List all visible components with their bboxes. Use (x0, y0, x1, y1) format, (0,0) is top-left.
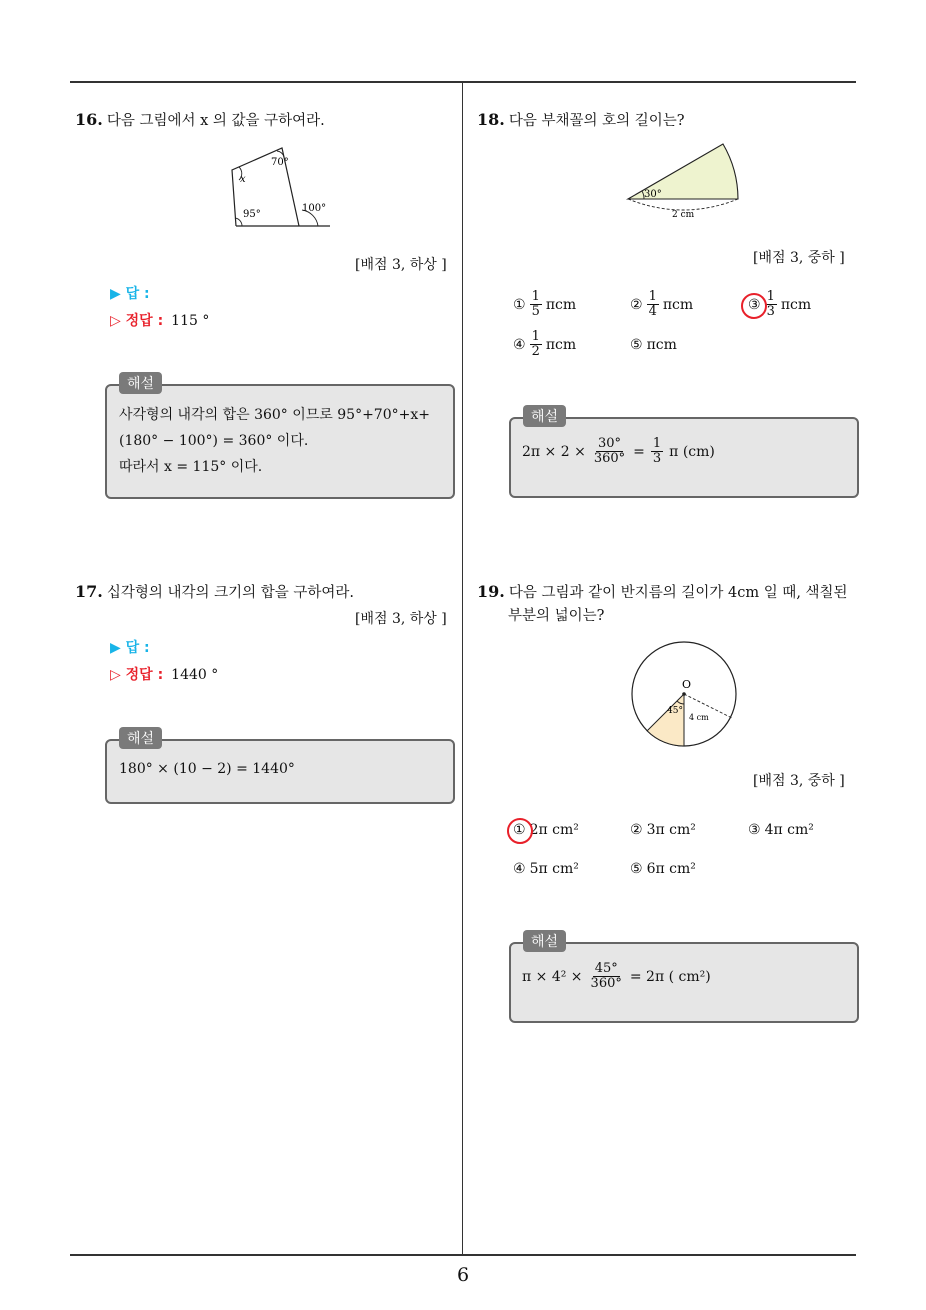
q16-correct-label: ▷ 정답 : (110, 313, 164, 329)
q18-sol-fraction (592, 437, 627, 466)
q16-answer-line[interactable] (110, 283, 150, 303)
frac-den: 5 (531, 304, 540, 319)
q19-choice-value: 5π cm² (529, 861, 579, 877)
q17-answer-line[interactable] (110, 637, 150, 657)
q18-selected-circle (741, 293, 767, 319)
frac-num: 1 (531, 329, 540, 344)
frac-den: 360° (593, 451, 626, 466)
q19-sol-fraction (589, 962, 624, 991)
q17-correct-label: ▷ 정답 : (110, 667, 164, 683)
q18-choice-unit: πcm (545, 296, 577, 313)
q19-choice-value: 4π cm² (764, 822, 814, 838)
q18-score-meta: [배점 3, 중하 ] (753, 250, 845, 266)
q17-correct-line (110, 664, 218, 684)
q18-choice-unit: πcm (662, 296, 694, 313)
q19-sol-pre: π × 4² × (522, 968, 583, 985)
q17-title (75, 580, 354, 605)
q17-number: 17. (75, 582, 103, 601)
q16-text: 다음 그림에서 x 의 값을 구하여라. (106, 113, 325, 129)
q19-selected-circle (507, 818, 533, 844)
frac-den: 360° (590, 976, 622, 991)
q17-score-meta: [배점 3, 하상 ] (355, 611, 447, 627)
q19-choice-2[interactable] (630, 822, 696, 838)
q18-solution-body (522, 437, 715, 466)
q18-radius-label: 2 cm (672, 210, 695, 220)
q18-sol-fraction-2 (651, 437, 663, 466)
q18-choice-unit: πcm (646, 337, 677, 353)
q16-solution-line: (180° − 100°) = 360° 이다. (119, 433, 309, 449)
q18-number: 18. (477, 110, 505, 129)
column-divider (462, 83, 463, 1254)
q18-choice-unit: πcm (780, 296, 812, 313)
q18-choice-5[interactable] (630, 337, 677, 353)
q18-sol-post: π (cm) (669, 443, 715, 460)
q17-text: 십각형의 내각의 크기의 합을 구하여라. (106, 585, 354, 601)
q16-correct-value: 115 ° (171, 313, 210, 329)
q19-choice-mark: ② (630, 822, 643, 838)
q16-label-100: 100° (302, 203, 327, 214)
frac-den: 2 (531, 344, 540, 359)
q16-solution-line: 사각형의 내각의 합은 360° 이므로 95°+70°+x+ (119, 407, 430, 423)
page-number: 6 (456, 1264, 470, 1286)
frac-num: 45° (594, 961, 618, 976)
q19-choice-value: 2π cm² (529, 822, 579, 838)
q17-solution-line: 180° × (10 − 2) = 1440° (119, 761, 295, 777)
q19-circle-figure (628, 638, 740, 750)
q16-label-x: x (240, 174, 246, 185)
q18-choice-1[interactable] (513, 290, 576, 319)
q18-sector-figure (620, 135, 750, 220)
q18-solution-tag: 해설 (523, 405, 566, 427)
frac-num: 1 (648, 289, 657, 304)
q19-radius-label: 4 cm (689, 713, 709, 722)
q16-number: 16. (75, 110, 103, 129)
q17-solution-body (119, 756, 295, 782)
frac-num: 1 (531, 289, 540, 304)
q18-radius-dashed (628, 199, 738, 210)
q16-solution-body (119, 402, 430, 480)
bottom-rule (70, 1254, 856, 1256)
q19-text-line1: 다음 그림과 같이 반지름의 길이가 4cm 일 때, 색칠된 (508, 585, 848, 601)
q19-solution-body (522, 962, 711, 991)
q19-choice-5[interactable] (630, 861, 696, 877)
q16-score-meta: [배점 3, 하상 ] (355, 257, 447, 273)
q18-choice-mark: ④ (513, 336, 526, 353)
q17-correct-value: 1440 ° (171, 667, 219, 683)
q19-title (477, 580, 848, 605)
q18-choice-fraction (530, 330, 542, 359)
q19-choice-3[interactable] (748, 822, 814, 838)
q16-correct-line (110, 310, 209, 330)
q18-angle-label: 30° (644, 189, 662, 200)
q18-choice-unit: πcm (545, 336, 577, 353)
q19-choice-value: 6π cm² (646, 861, 696, 877)
q19-center-dot (682, 692, 686, 696)
q18-sol-eq: = (633, 443, 645, 460)
q19-text-line2: 부분의 넓이는? (508, 608, 605, 624)
q18-choice-mark: ⑤ (630, 337, 643, 353)
q19-choice-mark: ① (513, 822, 526, 838)
q18-choice-2[interactable] (630, 290, 693, 319)
q19-center-label: O (682, 678, 692, 691)
q18-title (477, 108, 685, 133)
q19-choice-mark: ④ (513, 861, 526, 877)
frac-den: 3 (652, 451, 662, 466)
q18-choice-fraction (647, 290, 659, 319)
q16-solution-line: 따라서 x = 115° 이다. (119, 459, 263, 475)
q16-quadrilateral-figure (222, 140, 338, 232)
q16-label-70: 70° (271, 157, 289, 168)
q18-sol-pre: 2π × 2 × (522, 443, 586, 460)
q17-answer-label: ▶ 답 : (110, 640, 150, 656)
q16-answer-label: ▶ 답 : (110, 286, 150, 302)
q18-text: 다음 부채꼴의 호의 길이는? (508, 113, 685, 129)
q19-angle-label: 45° (667, 706, 683, 716)
q19-sol-post: = 2π ( cm²) (629, 968, 711, 985)
q19-choice-4[interactable] (513, 861, 579, 877)
q16-label-95: 95° (243, 209, 261, 220)
q19-number: 19. (477, 582, 505, 601)
q19-choice-mark: ③ (748, 822, 761, 838)
q19-score-meta: [배점 3, 중하 ] (753, 773, 845, 789)
q19-choice-value: 3π cm² (646, 822, 696, 838)
q17-solution-tag: 해설 (119, 727, 162, 749)
q16-solution-tag: 해설 (119, 372, 162, 394)
top-rule (70, 81, 856, 83)
frac-den: 3 (766, 304, 775, 319)
frac-num: 1 (652, 436, 662, 451)
q18-choice-mark: ① (513, 296, 526, 313)
q19-choice-mark: ⑤ (630, 861, 643, 877)
q18-choice-fraction (530, 290, 542, 319)
frac-num: 30° (597, 436, 622, 451)
q19-solution-tag: 해설 (523, 930, 566, 952)
q18-choice-mark: ② (630, 296, 643, 313)
frac-den: 4 (648, 304, 657, 319)
frac-num: 1 (766, 289, 775, 304)
q18-choice-mark: ③ (748, 296, 761, 313)
q18-choice-4[interactable] (513, 330, 576, 359)
q16-title (75, 108, 325, 133)
